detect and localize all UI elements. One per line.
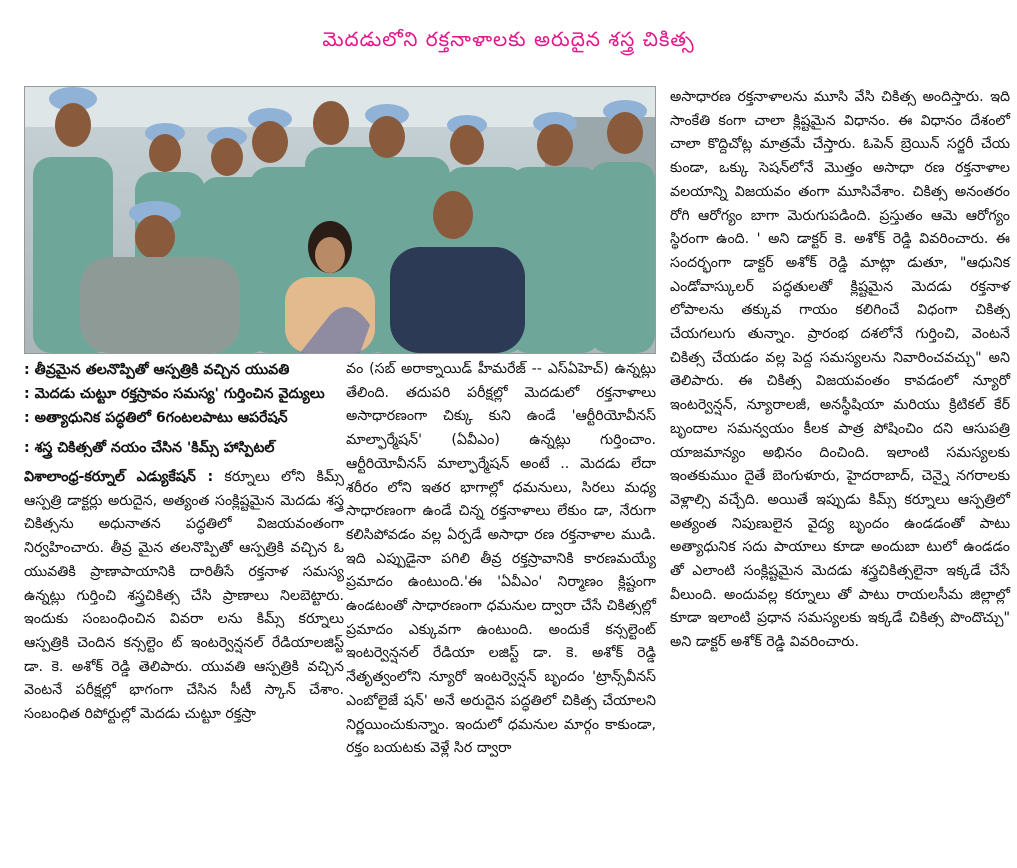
bullet-text: : తీవ్రమైన తలనొప్పితో ఆస్పత్రికి వచ్చిన యువతి bbox=[24, 362, 290, 378]
col1-text: కర్నూలు లోని కిమ్స్ ఆస్పత్రి డాక్టర్లు అరుదైన, అత్యంత సంక్లిష్టమైన మెదడు శస్త్ర చికిత్సను అధునాతన పద్ధతిలో విజయవంతంగా నిర్వహించారు. తీవ్ర మైన తలనొప్పితో ఆస్పత్రికి వచ్చిన ఓ యువతికి ప్రాణాపాయానికి దారితీసే రక్తనాళ సమస్య ఉన్నట్లు గుర్తించి శస్త్రచికిత్స చేసి ప్రాణాలు నిలబెట్టారు. ఇందుకు సంబంధించిన వివరా లను కిమ్స్ కర్నూలు ఆస్పత్రికి చెందిన కన్సల్టెం ట్ ఇంటర్వెన్షనల్ రేడియాలజిస్ట్ డా. కె. అశోక్ రెడ్డి తెలిపారు. యువతి ఆస్పత్రికి వచ్చిన వెంటనే పరీక్షల్లో భాగంగా చేసిన సీటీ స్కాన్ చేశాం. సంబంధిత రిపోర్టుల్లో మెదడు చుట్టూ రక్తస్రా bbox=[24, 469, 344, 723]
highlight-bullet bbox=[24, 436, 344, 460]
highlight-bullet bbox=[24, 382, 344, 406]
article-body-col1 bbox=[24, 466, 344, 727]
bullet-text: : శస్త్ర చికిత్సతో నయం చేసిన 'కిమ్స్ హాస్పిటల్ bbox=[24, 440, 275, 456]
column-3 bbox=[670, 86, 1010, 655]
bullet-text: : అత్యాధునిక పద్ధతిలో 6గంటలపాటు ఆపరేషన్ bbox=[24, 410, 288, 426]
dateline: విశాలాంధ్ర-కర్నూల్ ఎడ్యుకేషన్ : bbox=[24, 469, 214, 485]
headline: మెదడులోని రక్తనాళాలకు అరుదైన శస్త్ర చికిత్స bbox=[322, 26, 695, 51]
news-photo bbox=[24, 86, 656, 354]
highlight-bullet bbox=[24, 406, 344, 430]
highlight-bullet bbox=[24, 358, 344, 382]
bullet-text: : మెదడు చుట్టూ రక్తస్రావం సమస్య' గుర్తించిన వైద్యులు bbox=[24, 386, 325, 402]
column-1 bbox=[24, 358, 344, 727]
article-body-col2: వం (సబ్ అరాక్నాయిడ్ హీమరేజ్ -- ఎస్ఏహెచ్) ఉన్నట్లు తేలింది. తదుపరి పరీక్షల్లో మెదడులో రక్తనాళాలు అసాధారణంగా చిక్కు కుని ఉండే 'ఆర్టీరియోవీనస్ మాల్ఫార్మేషన్' (ఏవీఎం) ఉన్నట్లు గుర్తించాం. ఆర్టీరియోవీనస్ మాల్ఫార్మేషన్ అంటే .. మెదడు లేదా శరీరం లోని ఇతర భాగాల్లో ధమనులు, సిరలు మధ్య సాధారణంగా ఉండే చిన్న రక్తనాళాలు లేకుం డా, నేరుగా కలిసిపోవడం వల్ల ఏర్పడే అసాధా రణ రక్తనాళాల ముడి. ఇది ఎప్పుడైనా పగిలి తీవ్ర రక్తస్రావానికి కారణమయ్యే ప్రమాదం ఉంటుంది.'ఈ 'ఏవీఎం' నిర్మాణం క్లిష్టంగా ఉండటంతో సాధారణంగా ధమనుల ద్వారా చేసే చికిత్సల్లో ప్రమాదం ఎక్కువగా ఉంటుంది. అందుకే కన్సల్టెంట్ ఇంటర్వెన్షనల్ రేడియా లజిస్ట్ డా. కె. అశోక్ రెడ్డి నేతృత్వంలోని న్యూరో ఇంటర్వెన్షన్ బృందం 'ట్రాన్స్‌వీనస్ ఎంబోలైజే షన్' అనే అరుదైన పద్ధతిలో చికిత్స చేయాలని నిర్ణయించుకున్నాం. ఇందులో ధమనుల మార్గం కాకుండా, రక్తం బయటకు వెళ్లే సిర ద్వారా bbox=[346, 361, 656, 757]
article-body-col3: అసాధారణ రక్తనాళాలను మూసి వేసి చికిత్స అందిస్తారు. ఇది సాంకేతి కంగా చాలా క్లిష్టమైన విధానం. ఈ విధానం దేశంలో చాలా కొద్దిచోట్ల మాత్రమే చేస్తారు. ఓపెన్ బ్రెయిన్ సర్జరీ చేయ కుండా, ఒక్కు సెషన్‌లోనే మొత్తం అసాధా రణ రక్తనాళాల వలయాన్ని విజయవం తంగా మూసివేశాం. చికిత్స అనంతరం రోగి ఆరోగ్యం బాగా మెరుగుపడింది. ప్రస్తుతం ఆమె ఆరోగ్యం స్థిరంగా ఉంది. ' అని డాక్టర్ కె. అశోక్ రెడ్డి వివరించారు. ఈ సందర్భంగా డాక్టర్ అశోక్ రెడ్డి మాట్లా డుతూ, "ఆధునిక ఎండోవాస్కులర్ పద్ధతులతో క్లిష్టమైన మెదడు రక్తనాళ లోపాలను తక్కువ గాయం కలిగించే విధంగా చికిత్స చేయగలుగు తున్నాం. ప్రారంభ దశలోనే గుర్తించి, వెంటనే చికిత్స చేయడం వల్ల పెద్ద సమస్యలను నివారించవచ్చు" అని తెలిపారు. ఈ చికిత్స విజయవంతం కావడంలో న్యూరో ఇంటర్వెన్షన్, న్యూరాలజీ, అనస్థీషియా మరియు క్రిటికల్ కేర్ బృందాల సమన్వయం కీలక పాత్ర పోషించిం దని ఆసుపత్రి యాజమాన్యం అభినం దించింది. ఇలాంటి సమస్యలకు ఇంతకుముం దైతే బెంగుళూరు, హైదరాబాద్, చెన్నై నగరాలకు వెళ్లాల్సి వచ్చేది. అయితే ఇప్పుడు కిమ్స్ కర్నూలు ఆస్పత్రిలో అత్యంత నిపుణులైన వైద్య బృందం ఉండడంతో పాటు అత్యాధునిక సదు పాయాలు కూడా అందుబా టులో ఉండడం తో ఎలాంటి సంక్లిష్టమైన మెదడు శస్త్రచికిత్సలైనా ఇక్కడే చేసే వీలుంది. అందువల్ల కర్నూలు తో పాటు రాయలసీమ జిల్లాల్లో కూడా ఇలాంటి ప్రధాన సమస్యలకు ఇక్కడే చికిత్స పొందొచ్చు" అని డాక్టర్ అశోక్ రెడ్డి వివరించారు. bbox=[670, 89, 1010, 651]
column-2 bbox=[346, 358, 656, 761]
